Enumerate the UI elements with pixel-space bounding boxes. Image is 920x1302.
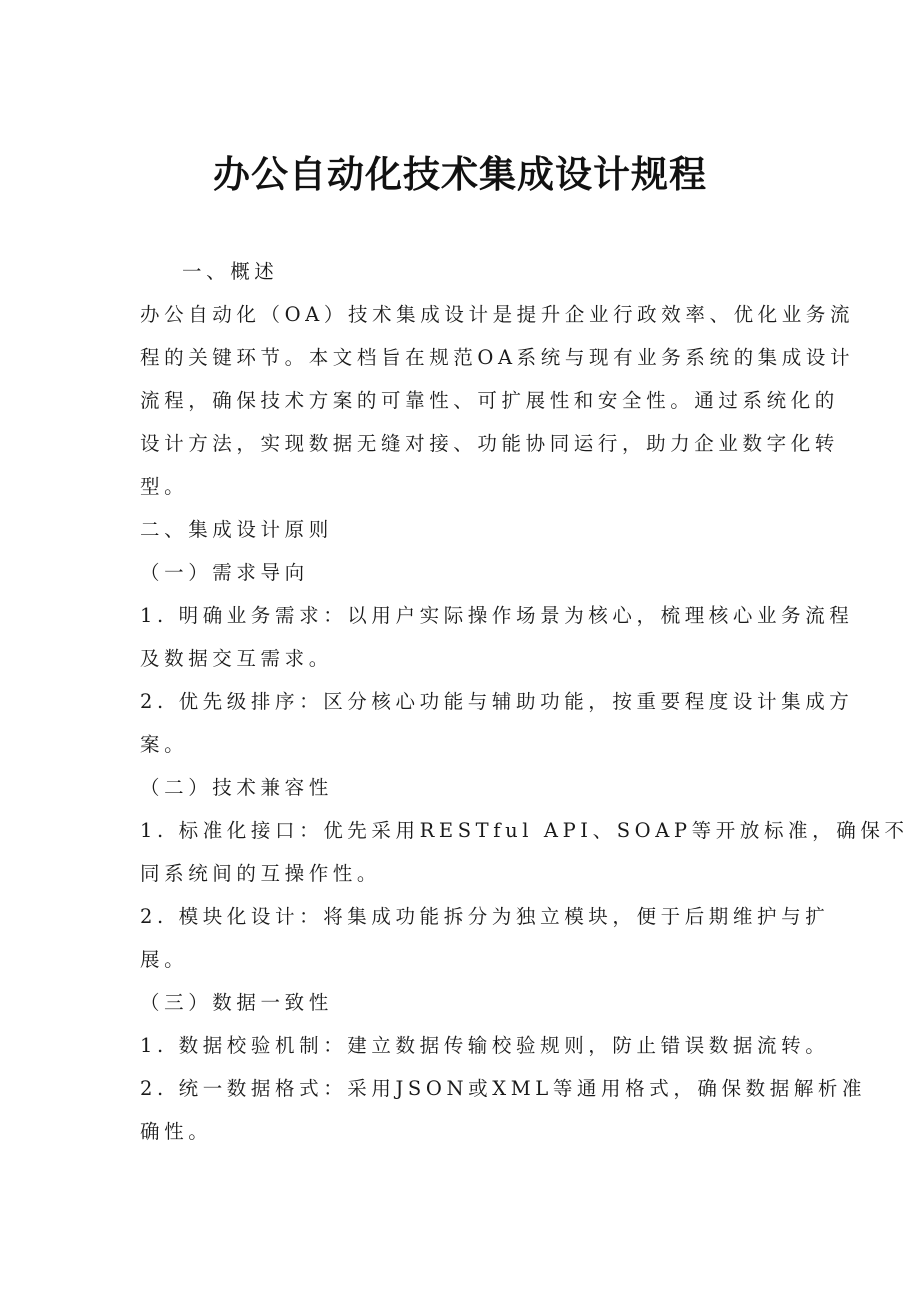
document-line-item: 1. 明确业务需求：以用户实际操作场景为核心，梳理核心业务流程	[140, 604, 854, 627]
document-line-body: 办公自动化（OA）技术集成设计是提升企业行政效率、优化业务流	[140, 303, 855, 326]
document-line-item: 1. 标准化接口：优先采用RESTful API、SOAP等开放标准，确保不	[140, 819, 909, 842]
document-line-subheading: （三）数据一致性	[140, 991, 333, 1014]
document-line-item: 2. 模块化设计：将集成功能拆分为独立模块，便于后期维护与扩	[140, 905, 830, 928]
document-line-body: 设计方法，实现数据无缝对接、功能协同运行，助力企业数字化转	[140, 432, 839, 455]
document-line-body: 流程，确保技术方案的可靠性、可扩展性和安全性。通过系统化的	[140, 389, 839, 412]
document-line-body: 型。	[140, 475, 189, 498]
document-line-heading: 一、概述	[182, 260, 279, 283]
document-line-heading: 二、集成设计原则	[140, 518, 333, 541]
document-line-item: 案。	[140, 733, 189, 756]
document-line-item: 展。	[140, 948, 189, 971]
document-line-subheading: （一）需求导向	[140, 561, 309, 584]
document-line-item: 确性。	[140, 1120, 213, 1143]
document-line-body: 程的关键环节。本文档旨在规范OA系统与现有业务系统的集成设计	[140, 346, 855, 369]
document-line-item: 同系统间的互操作性。	[140, 862, 382, 885]
document-line-subheading: （二）技术兼容性	[140, 776, 333, 799]
document-line-item: 1. 数据校验机制：建立数据传输校验规则，防止错误数据流转。	[140, 1034, 830, 1057]
document-title: 办公自动化技术集成设计规程	[213, 153, 707, 196]
document-line-item: 2. 统一数据格式：采用JSON或XML等通用格式，确保数据解析准	[140, 1077, 867, 1100]
document-line-item: 及数据交互需求。	[140, 647, 333, 670]
document-line-item: 2. 优先级排序：区分核心功能与辅助功能，按重要程度设计集成方	[140, 690, 854, 713]
